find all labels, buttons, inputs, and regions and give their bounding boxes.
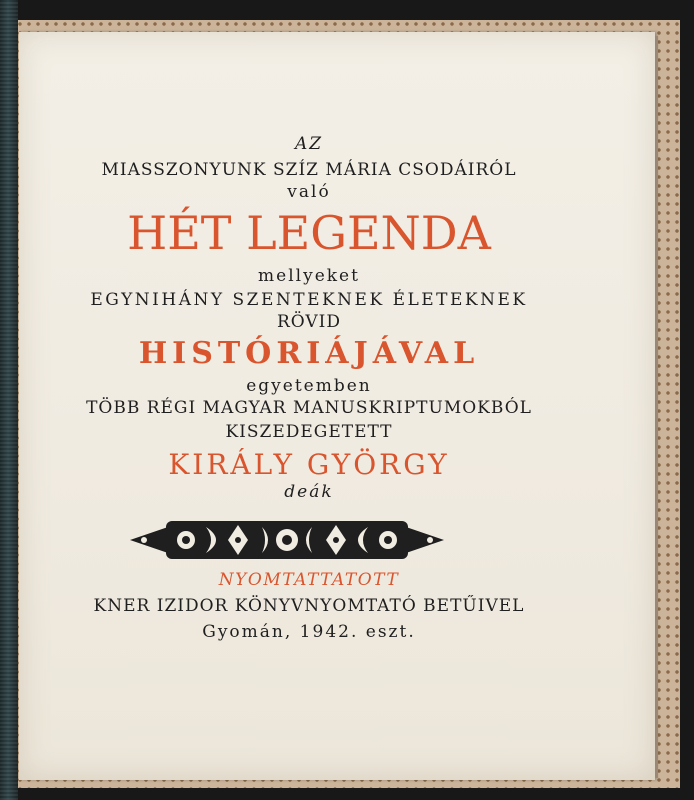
printed-label: NYOMTATTATOTT	[218, 570, 400, 590]
line-az: AZ	[294, 134, 324, 154]
line-mellyeket: mellyeket	[258, 266, 360, 286]
floral-vignette-icon	[128, 513, 446, 567]
line-egyetemben: egyetemben	[246, 376, 372, 396]
author-title: deák	[284, 482, 334, 502]
line-historia: HISTÓRIÁJÁVAL	[138, 336, 480, 371]
printer-line: KNER IZIDOR KÖNYVNYOMTATÓ BETŰIVEL	[93, 596, 525, 616]
author-name: KIRÁLY GYÖRGY	[168, 448, 450, 481]
main-title: HÉT LEGENDA	[127, 206, 491, 260]
line-valo: való	[287, 182, 331, 202]
line-subject: MIASSZONYUNK SZÍZ MÁRIA CSODÁIRÓL	[101, 160, 517, 180]
book-spine	[0, 0, 18, 800]
line-collected: KISZEDEGETETT	[225, 422, 393, 442]
line-rovid: RÖVID	[276, 312, 342, 332]
line-sources: TÖBB RÉGI MAGYAR MANUSKRIPTUMOKBÓL	[86, 398, 532, 418]
place-date: Gyomán, 1942. eszt.	[202, 622, 416, 642]
line-lives: EGYNIHÁNY SZENTEKNEK ÉLETEKNEK	[90, 290, 528, 310]
